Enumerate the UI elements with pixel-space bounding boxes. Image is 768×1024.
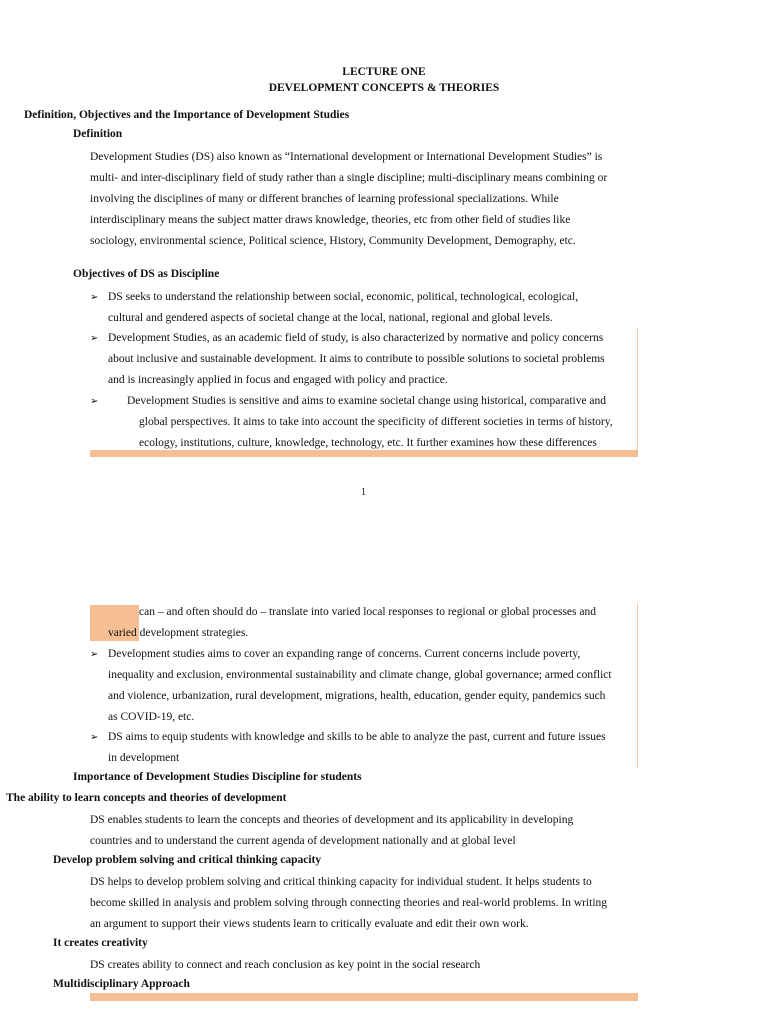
bullet-item [90, 328, 637, 391]
text-line: DS helps to develop problem solving and critical thinking capacity for individual student. It helps students to [90, 876, 592, 888]
text-line: about inclusive and sustainable development. It aims to contribute to possible solutions to societal problems [108, 353, 605, 365]
text-line: become skilled in analysis and problem solving through connecting theories and real-world problems. In writing [90, 897, 608, 909]
text-line: an argument to support their views students learn to critically evaluate and edit their own work. [90, 918, 529, 930]
text-line: Development Studies (DS) also known as “International development or International Development Studies” is [90, 151, 603, 163]
creativity-paragraph [90, 955, 637, 976]
highlight-border [637, 603, 638, 768]
bullet-item [90, 391, 637, 454]
creativity-heading: It creates creativity [53, 937, 148, 949]
text-line: multi- and inter-disciplinary field of study rather than a single discipline; multi-disciplinary means combining or [90, 172, 608, 184]
bullet-item [90, 287, 637, 329]
text-line: interdisciplinary means the subject matter draws knowledge, theories, etc from other field of studies like [90, 214, 571, 226]
text-line: ecology, institutions, culture, knowledge, technology, etc. It further examines how these differences [139, 437, 597, 449]
text-line: DS creates ability to connect and reach conclusion as key point in the social research [90, 959, 481, 971]
text-line: Development Studies, as an academic field of study, is also characterized by normative and policy concerns [108, 332, 604, 344]
multidisciplinary-heading: Multidisciplinary Approach [53, 978, 190, 990]
ability-paragraph [90, 810, 637, 852]
text-line: DS aims to equip students with knowledge and skills to be able to analyze the past, current and future issues [108, 731, 606, 743]
text-line: as COVID-19, etc. [108, 711, 195, 723]
text-line: sociology, environmental science, Political science, History, Community Development, Demography, etc. [90, 235, 576, 247]
text-line: and violence, urbanization, rural development, migrations, health, education, gender equity, pandemics such [108, 690, 606, 702]
text-line: Development studies aims to cover an expanding range of concerns. Current concerns include poverty, [108, 648, 581, 660]
highlight-bar [90, 450, 638, 457]
arrow-bullet-icon: ➢ [90, 333, 99, 344]
text-line: global perspectives. It aims to take into account the specificity of different societies in terms of history, [139, 416, 613, 428]
text-line: Development Studies is sensitive and aims to examine societal change using historical, comparative and [127, 395, 607, 407]
arrow-bullet-icon: ➢ [90, 292, 99, 303]
highlight-bar [90, 993, 638, 1001]
arrow-bullet-icon: ➢ [90, 396, 99, 407]
problem-solving-heading: Develop problem solving and critical thinking capacity [53, 854, 322, 866]
text-line: involving the disciplines of many or different branches of learning professional specializations. While [90, 193, 559, 205]
objectives-heading: Objectives of DS as Discipline [73, 268, 220, 280]
text-line: and is increasingly applied in focus and engaged with policy and practice. [108, 374, 448, 386]
arrow-bullet-icon: ➢ [90, 732, 99, 743]
bullet-item [90, 644, 637, 728]
text-line: DS enables students to learn the concepts and theories of development and its applicability in developing [90, 814, 574, 826]
definition-paragraph [90, 147, 637, 252]
text-line: countries and to understand the current agenda of development nationally and at global level [90, 835, 516, 847]
text-line: inequality and exclusion, environmental sustainability and climate change, global governance; armed conflict [108, 669, 612, 681]
bullet-item [90, 727, 637, 769]
definition-heading: Definition [73, 128, 123, 140]
section-heading: Definition, Objectives and the Importance of Development Studies [24, 109, 350, 121]
text-line: varied development strategies. [108, 627, 249, 639]
importance-heading: Importance of Development Studies Discipline for students [73, 771, 362, 783]
text-line: DS seeks to understand the relationship between social, economic, political, technological, ecological, [108, 291, 579, 303]
arrow-bullet-icon: ➢ [90, 649, 99, 660]
continuation-paragraph [90, 602, 637, 644]
text-line: in development [108, 752, 180, 764]
lecture-title: LECTURE ONE [342, 66, 426, 78]
highlight-border [637, 328, 638, 452]
lecture-subtitle: DEVELOPMENT CONCEPTS & THEORIES [268, 82, 500, 94]
text-line: can – and often should do – translate into varied local responses to regional or global processes and [139, 606, 596, 618]
text-line: cultural and gendered aspects of societal change at the local, national, regional and global levels. [108, 312, 553, 324]
page-number: 1 [361, 487, 366, 498]
ability-heading: The ability to learn concepts and theories of development [6, 792, 287, 804]
problem-solving-paragraph [90, 872, 637, 935]
